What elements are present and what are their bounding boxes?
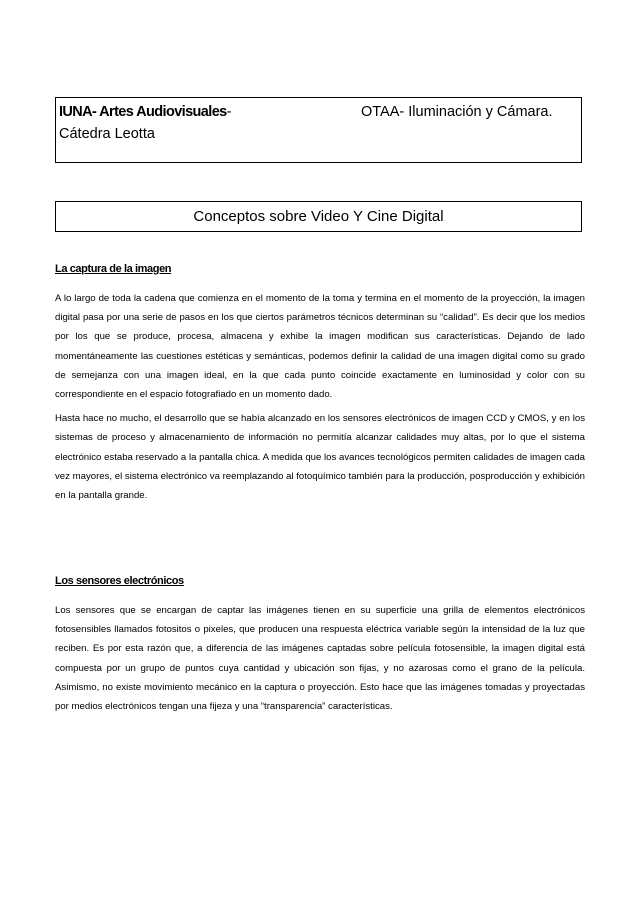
paragraph: Hasta hace no mucho, el desarrollo que se había alcanzado en los sensores electrónicos de imagen CCD y CMOS, y en los sistemas de proceso y almacenamiento de información no permitía alcanzar calidades muy altas, por lo que el sistema electrónico estaba reservado a la pantalla chica. A medida que los avances tecnológicos permiten calidades de imagen cada vez mayores, el sistema electrónico va reemplazando al fotoquímico también para la producción, posproducción y exhibición en la pantalla grande. <box>55 413 585 502</box>
section-captura <box>55 263 585 505</box>
course-name: OTAA- Iluminación y Cámara. <box>361 104 553 120</box>
paragraph: A lo largo de toda la cadena que comienza en el momento de la toma y termina en el momento de la proyección, la imagen digital pasa por una serie de pasos en los que ciertos parámetros técnicos determinan su “calidad”. Es decir que los medios por los que se produce, procesa, almacena y exhibe la imagen modifican sus características. Dejando de lado momentáneamente las cuestiones estéticas y semánticas, podemos definir la calidad de una imagen digital como su grado de semejanza con una imagen ideal, en la que cada punto coincide exactamente en luminosidad y color con su correspondiente en el espacio fotografiado en un momento dado. <box>55 293 585 401</box>
section-heading: La captura de la imagen <box>55 263 172 275</box>
section-sensores <box>55 575 585 716</box>
institution-name: IUNA- Artes Audiovisuales- <box>59 104 232 120</box>
section-heading: Los sensores electrónicos <box>55 575 184 587</box>
paragraph: Los sensores que se encargan de captar las imágenes tienen en su superficie una grilla de elementos electrónicos fotosensibles llamados fotositos o pixeles, que producen una respuesta eléctrica variable según la intensidad de la luz que reciben. Es por esta razón que, a diferencia de las imágenes captadas sobre película fotosensible, la imagen digital está compuesta por un grupo de puntos cuya cantidad y ubicación son fijas, y no azarosas como el grano de la película. Asimismo, no existe movimiento mecánico en la captura o proyección. Esto hace que las imágenes tomadas y proyectadas por medios electrónicos tengan una fijeza y una “transparencia” características. <box>55 605 585 713</box>
document-title: Conceptos sobre Video Y Cine Digital <box>55 201 582 232</box>
header-box <box>55 97 582 163</box>
chair-name: Cátedra Leotta <box>59 126 155 142</box>
